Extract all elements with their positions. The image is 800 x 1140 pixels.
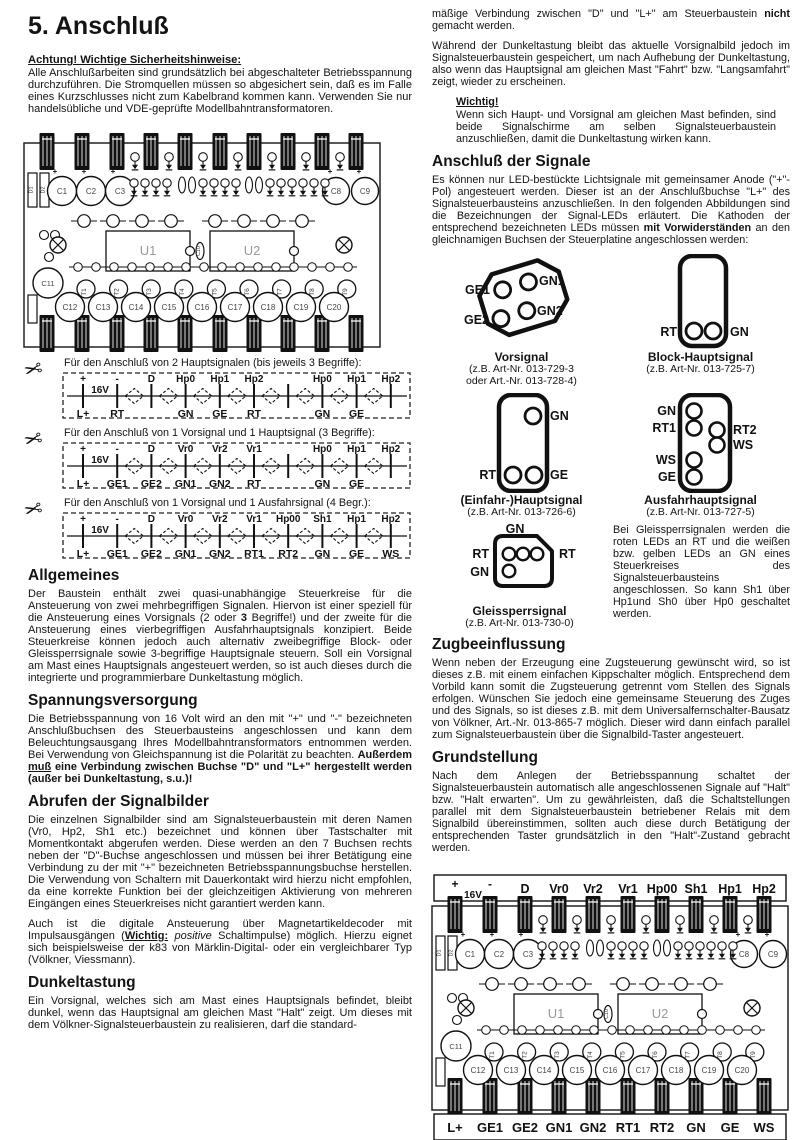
einfahr-hauptsignal-diagram [447,393,597,493]
svg-text:C20: C20 [326,303,342,312]
svg-text:+: + [80,514,86,525]
svg-text:WS: WS [753,1120,775,1135]
svg-text:C10: C10 [196,245,202,257]
svg-text:D: D [147,444,156,455]
svg-text:D: D [147,514,156,525]
svg-text:T8: T8 [309,288,317,296]
svg-text:C16: C16 [194,303,210,312]
svg-text:GE: GE [349,548,365,560]
svg-text:C16: C16 [602,1066,618,1075]
svg-text:GN: GN [314,548,331,560]
section-heading: Allgemeines [28,567,120,584]
svg-text:RT: RT [659,325,677,339]
svg-text:C3: C3 [522,950,534,959]
signal-art-number: (z.B. Art-Nr. 013-729-3 [468,363,575,375]
paragraph-continuation: mäßige Verbindung zwischen "D" und "L+" am Steuerbaustein nicht gemacht werden. [432,8,790,32]
svg-text:GE2: GE2 [511,1120,539,1135]
wichtig-heading: Wichtig! [456,96,499,108]
signal-name: Vorsignal [494,350,549,364]
circuit-board-diagram [22,133,382,355]
svg-text:RT: RT [558,547,576,561]
section-heading: Spannungsversorgung [28,692,198,709]
svg-text:C13: C13 [95,303,111,312]
scissors-icon: ✂ [21,425,46,454]
vorsignal-diagram [437,258,607,350]
svg-text:T6: T6 [244,288,251,296]
svg-text:C15: C15 [569,1066,585,1075]
svg-text:L+: L+ [76,548,90,560]
svg-text:T1: T1 [81,288,88,296]
svg-text:RT2: RT2 [732,423,757,437]
svg-text:T2: T2 [113,288,121,296]
cut-strips [21,355,412,560]
svg-text:GN2: GN2 [536,304,563,318]
svg-text:+: + [460,930,466,939]
svg-text:+: + [110,167,116,176]
paragraph-dunkeltastung-info: Während der Dunkeltastung bleibt das aktuelle Vorsignalbild jedoch im Signalsteuerbaustein gespeichert, um nach Aufhebung der Dunkeltastung, also wenn das Hauptsignal am gleichen Mast "Fahrt" bzw. "Langsamfahrt" zeigt, wieder zu erscheinen. [432,40,790,88]
svg-text:C11: C11 [41,279,55,288]
svg-text:GN: GN [505,524,524,536]
svg-text:RT2: RT2 [278,548,299,560]
svg-text:RT: RT [478,468,496,482]
svg-text:GE1: GE1 [464,283,490,297]
svg-text:T4: T4 [586,1051,594,1059]
wichtig-note [456,96,776,145]
gleissperr-note: Bei Gleissperrsignalen werden die roten LEDs an RT und die weißen bzw. gelben LEDs an GN eines Steuerkreises des Signalsteuerbausteins angeschlossen. So kann Sh1 über Hp1und Sh0 über Hp0 geschaltet werden. [613,524,790,620]
section-heading-anschluss-der-signale: Anschluß der Signale [432,153,591,170]
scissors-icon: ✂ [21,495,46,524]
svg-text:C11: C11 [449,1042,463,1051]
svg-text:C19: C19 [293,303,309,312]
svg-text:C3: C3 [114,187,126,196]
svg-text:C17: C17 [227,303,243,312]
svg-text:C13: C13 [503,1066,519,1075]
svg-text:T9: T9 [341,288,349,296]
signal-art-number: (z.B. Art-Nr. 013-725-7) [646,363,755,375]
svg-text:C1: C1 [56,187,68,196]
signal-figures-row-3 [432,524,790,629]
section-heading: Dunkeltastung [28,974,136,991]
svg-text:RT: RT [471,547,489,561]
terminal-strip-diagram [62,442,412,490]
svg-text:GN: GN [314,408,331,420]
svg-text:GN: GN [729,325,749,339]
svg-text:T1: T1 [489,1051,496,1059]
svg-text:+: + [489,930,495,939]
svg-text:C18: C18 [668,1066,684,1075]
svg-text:GN: GN [469,565,489,579]
svg-text:Vr0: Vr0 [549,882,569,896]
signal-figure-einfahr-hauptsignal [432,393,611,518]
svg-text:GN2: GN2 [579,1120,607,1135]
svg-text:C1: C1 [464,950,476,959]
svg-text:C10: C10 [604,1008,610,1020]
paragraph: Auch ist die digitale Ansteuerung über Magnetartikeldecoder mit Impulsausgängen (Wichtig: positive Schaltimpulse) möglich. Hierzu eignet sich beispielsweise der k83 von Märklin-Digital- oder ein vergleichbarer Typ (Völkner, Viessmann). [28,918,412,966]
svg-text:C9: C9 [359,187,371,196]
svg-text:+: + [80,444,86,455]
svg-text:-: - [115,514,119,525]
svg-text:L+: L+ [447,1120,463,1135]
svg-text:C17: C17 [635,1066,651,1075]
svg-text:U2: U2 [651,1006,669,1021]
svg-text:C14: C14 [536,1066,552,1075]
paragraph: Ein Vorsignal, welches sich am Mast eines Hauptsignals befindet, bleibt dunkel, wenn das Hauptsignal am gleichen Mast "Halt" zeigt. Um dieses mit dem Völkner-Signalsteuerbaustein zu realisieren, darf die standard- [28,995,412,1031]
svg-text:Hp1: Hp1 [210,374,230,385]
svg-text:T6: T6 [652,1051,659,1059]
svg-text:GE: GE [720,1120,740,1135]
svg-text:Vr2: Vr2 [212,444,228,455]
svg-text:+: + [52,167,58,176]
svg-text:Vr2: Vr2 [583,882,603,896]
page-title: 5. Anschluß [28,12,169,40]
wichtig-text: Wenn sich Haupt- und Vorsignal am gleichen Mast befinden, sind beide Signalschirme am selben Signalsteuerbaustein anzuschließen, damit die Dunkeltastung wirken kann. [456,109,776,145]
svg-text:C18: C18 [260,303,276,312]
signal-figure-vorsignal [432,254,611,387]
svg-text:Hp00: Hp00 [275,514,301,525]
svg-text:Hp2: Hp2 [381,444,401,455]
svg-text:Vr1: Vr1 [246,444,262,455]
svg-text:16V: 16V [91,525,109,536]
section-dunkeltastung [28,974,412,1031]
svg-text:Vr0: Vr0 [177,514,194,525]
svg-text:WS: WS [732,438,753,452]
signal-name: (Einfahr-)Hauptsignal [460,493,583,507]
svg-text:WS: WS [655,453,676,467]
svg-text:RT: RT [247,408,261,420]
svg-text:GE1: GE1 [476,1120,504,1135]
svg-text:GE: GE [657,470,676,484]
svg-text:+: + [81,167,87,176]
svg-text:Sh1: Sh1 [684,882,708,896]
section-heading-zugbeeinflussung: Zugbeeinflussung [432,636,566,653]
svg-text:Hp2: Hp2 [381,374,401,385]
svg-text:GN: GN [549,409,569,423]
svg-text:C20: C20 [734,1066,750,1075]
svg-text:L+: L+ [76,408,90,420]
svg-text:D2: D2 [448,949,455,957]
svg-text:T3: T3 [554,1051,562,1059]
ausfahrhauptsignal-diagram [616,393,786,493]
svg-text:Hp1: Hp1 [347,374,367,385]
svg-text:C12: C12 [62,303,78,312]
safety-text: Alle Anschlußarbeiten sind grundsätzlich bei abgeschalteter Betriebsspannung durchzuführen. Die Stromquellen müssen so abgesichert sein, daß es im Falle eines Kurzschlusses nicht zum Kabelbrand kommen kann. Verwenden Sie nur handelsübliche und VDE-geprüfte Modellbahntransformatoren. [28,67,412,115]
cut-strip-2 [21,425,412,490]
svg-text:T5: T5 [619,1051,627,1059]
svg-text:U2: U2 [243,243,261,258]
svg-text:T8: T8 [717,1051,725,1059]
svg-text:GE2: GE2 [140,548,162,560]
svg-text:GN1: GN1 [174,478,197,490]
svg-text:D: D [147,374,156,385]
column-right [432,8,790,862]
paragraph: Der Baustein enthält zwei quasi-unabhängige Steuerkreise für die Ansteuerung von zwei mehrbegriffigen Signalen. Hiervon ist einer speziell für die Ansteuerung eines Vorsignals (2 oder 3 Begriffe!) und der zweite für die Ansteuerung eines vierbegriffigen Ausfahrhauptsignals konzipiert. Beide Steuerkreise können jedoch auch alternativ zweibegriffige Block- oder Gleissperrsignale sowie 3-begriffige Hauptsignale steuern. Soll ein Vorsignal am Mast eines Hauptsignals angesteuert werden, so ist auch dieses durch die integrierte und programmierbare Dunkeltastung möglich. [28,588,413,684]
svg-text:Hp2: Hp2 [244,374,264,385]
svg-text:C12: C12 [470,1066,486,1075]
signal-art-number: (z.B. Art-Nr. 013-726-6) [467,506,576,518]
circuit-board-diagram-labeled [430,872,790,1140]
svg-text:Sh1: Sh1 [313,514,332,525]
svg-text:U1: U1 [139,243,157,258]
svg-text:+: + [764,930,770,939]
signal-figure-block-hauptsignal [611,254,790,387]
svg-text:D: D [520,882,530,896]
svg-text:RT2: RT2 [649,1120,675,1135]
svg-text:Vr0: Vr0 [177,444,194,455]
svg-text:+: + [451,877,459,891]
signal-figure-ausfahrhauptsignal [611,393,790,518]
svg-text:C8: C8 [738,950,750,959]
block-hauptsignal-diagram [626,254,776,350]
svg-text:+: + [735,930,741,939]
svg-text:+: + [518,930,524,939]
signal-art-number: oder Art.-Nr. 013-728-4) [466,375,577,387]
svg-text:GE: GE [349,478,365,490]
section-heading: Abrufen der Signalbilder [28,793,209,810]
svg-text:Hp2: Hp2 [381,514,401,525]
svg-text:RT: RT [247,478,261,490]
strip-caption: Für den Anschluß von 2 Hauptsignalen (bis jeweils 3 Begriffe): [64,357,362,369]
svg-text:T4: T4 [178,288,186,296]
svg-text:C9: C9 [767,950,779,959]
svg-text:Hp1: Hp1 [347,514,367,525]
svg-text:+: + [356,167,362,176]
svg-text:GN: GN [177,408,194,420]
paragraph: Wenn neben der Erzeugung eine Zugsteuerung gewünscht wird, so ist dieses z.B. mit einem einfachen Kippschalter möglich. Entsprechend dem Vorbild kann somit die Zugsteuerung getrennt vom Stellen des Signals erfolgen. Wünschen Sie jedoch eine gemeinsame Steuerung des Zuges und des Signals, so ist dieses z.B. mit dem Universalfernschalter-Bausatz von Völkner, Art.-Nr. 013-865-7 möglich. Dieser wird dann einfach parallel zum Signalsteuerbaustein über die Signalbild-Taster angesteuert. [432,657,790,741]
svg-text:GN: GN [686,1120,706,1135]
svg-text:C15: C15 [161,303,177,312]
svg-text:GE2: GE2 [140,478,162,490]
svg-text:GN1: GN1 [545,1120,573,1135]
svg-text:GE: GE [549,468,568,482]
scissors-icon: ✂ [21,355,46,384]
svg-text:+: + [327,167,333,176]
svg-text:L+: L+ [76,478,90,490]
terminal-strip-diagram [62,512,412,560]
signal-art-number: (z.B. Art-Nr. 013-727-5) [646,506,755,518]
svg-text:Hp1: Hp1 [718,882,742,896]
svg-text:16V: 16V [464,890,482,901]
signal-name: Ausfahrhauptsignal [644,493,757,507]
paragraph: Es können nur LED-bestückte Lichtsignale mit gemeinsamer Anode ("+"-Pol) angesteuert werden. Dieser ist an der Anschlußbuchse "L+" des Signalsteuerbausteins anzuschließen. In den folgenden Abbildungen sind die Bezeichnungen der Signal-LEDs erläutert. Die Kathoden der entsprechend bezeichneten LEDs müssen mit Vorwiderständen an den gleichnamigen Buchsen der Steuerplatine angeschlossen werden: [432,174,790,246]
svg-text:Vr1: Vr1 [618,882,638,896]
cut-strip-3 [21,495,412,560]
svg-text:T5: T5 [211,288,219,296]
paragraph: Nach dem Anlegen der Betriebsspannung schaltet der Signalsteuerbaustein automatisch alle angeschlossenen Signale auf "Halt" bzw. "Halt erwarten". Um zu gewährleisten, daß die Schaltstellungen parallel mit dem Signalsteuerbaustein betriebener Relais mit dem Signalbild übereinstimmen, sollten auch diese durch Betätigung der entsprechenden Taster grundsätzlich in den "Halt"-Zustand gebracht werden. [432,770,790,854]
svg-text:GE: GE [349,408,365,420]
svg-text:D1: D1 [28,186,35,194]
svg-text:C14: C14 [128,303,144,312]
svg-text:GN: GN [656,404,676,418]
signal-figure-gleissperrsignal [432,524,607,629]
signal-figures-row-1 [432,254,790,387]
signal-figures-row-2 [432,393,790,518]
svg-text:16V: 16V [91,385,109,396]
svg-text:Vr1: Vr1 [246,514,262,525]
strip-caption: Für den Anschluß von 1 Vorsignal und 1 Ausfahrsignal (4 Begr.): [64,497,371,509]
safety-heading: Achtung! Wichtige Sicherheitshinweise: [28,54,242,66]
gleissperrsignal-diagram [435,524,605,604]
svg-text:T3: T3 [146,288,154,296]
svg-text:GN: GN [314,478,331,490]
svg-text:GN2: GN2 [209,548,231,560]
svg-text:Hp2: Hp2 [752,882,776,896]
svg-text:Hp0: Hp0 [176,374,196,385]
terminal-strip-diagram [62,372,412,420]
svg-text:GE1: GE1 [106,548,128,560]
svg-text:C2: C2 [493,950,505,959]
svg-text:WS: WS [382,548,400,560]
svg-text:C19: C19 [701,1066,717,1075]
svg-text:Hp00: Hp00 [646,882,678,896]
svg-text:GE: GE [212,408,228,420]
signal-art-number: (z.B. Art-Nr. 013-730-0) [465,617,574,629]
svg-text:-: - [115,374,119,385]
svg-text:16V: 16V [91,455,109,466]
svg-text:T2: T2 [521,1051,529,1059]
svg-text:GN1: GN1 [538,274,565,288]
svg-text:GN1: GN1 [174,548,197,560]
svg-text:U1: U1 [547,1006,565,1021]
svg-text:GE1: GE1 [106,478,128,490]
svg-text:T9: T9 [749,1051,757,1059]
section-heading-grundstellung: Grundstellung [432,749,538,766]
strip-caption: Für den Anschluß von 1 Vorsignal und 1 Hauptsignal (3 Begriffe): [64,427,375,439]
section-abrufen-der-signalbilder [28,793,412,966]
svg-text:+: + [80,374,86,385]
svg-text:D2: D2 [40,186,47,194]
svg-text:Hp0: Hp0 [312,374,332,385]
svg-text:-: - [488,877,492,891]
svg-text:RT1: RT1 [244,548,264,560]
svg-text:C8: C8 [330,187,342,196]
svg-text:GE2: GE2 [463,313,489,327]
signal-name: Gleissperrsignal [472,604,567,618]
svg-text:RT: RT [110,408,125,420]
section-spannungsversorgung [28,692,412,785]
svg-text:D1: D1 [436,949,443,957]
paragraph: Die Betriebsspannung von 16 Volt wird an den mit "+" und "-" bezeichneten Anschlußbuchsen des Steuerbausteins angeschlossen und kann dem Beleuchtungsausgang Ihres Modellbahntransformators entnommen werden. Bei Verwendung von Gleichspannung ist die Polarität zu beachten. Außerdem muß eine Verbindung zwischen Buchse "D" und "L+" hergestellt werden (außer bei Dunkeltastung, s.u.)! [28,713,412,785]
svg-text:T7: T7 [276,288,284,296]
svg-text:RT1: RT1 [615,1120,641,1135]
svg-text:C2: C2 [85,187,97,196]
signal-name: Block-Hauptsignal [647,350,754,364]
cut-strip-1 [21,355,412,420]
svg-text:T7: T7 [684,1051,692,1059]
svg-text:Vr2: Vr2 [212,514,228,525]
paragraph: Die einzelnen Signalbilder sind am Signalsteuerbaustein mit deren Namen (Vr0, Hp2, Sh1 etc.) bezeichnet und können über Tastschalter mit Momentkontakt abgerufen werden. Diese werden an den 7 Buchsen rechts neben der "D"-Buchse angeschlossen und müssen bei ihrer Betätigung eine Verbindung zu der mit "+" bezeichneten Betriebsspannungsbuchse herstellen. Die Verwendung von Schaltern mit Dauerkontakt wird hierzu nicht empfohlen, da eine korrekte Funktion bei der gleichzeitigen Aktivierung von mehreren Eingängen eines Steuerkreises nicht garantiert werden kann. [28,814,412,910]
svg-text:RT1: RT1 [651,421,676,435]
svg-text:-: - [115,444,119,455]
svg-text:GN2: GN2 [209,478,231,490]
section-allgemeines [28,567,412,684]
svg-text:Hp0: Hp0 [312,444,332,455]
svg-text:Hp1: Hp1 [347,444,367,455]
